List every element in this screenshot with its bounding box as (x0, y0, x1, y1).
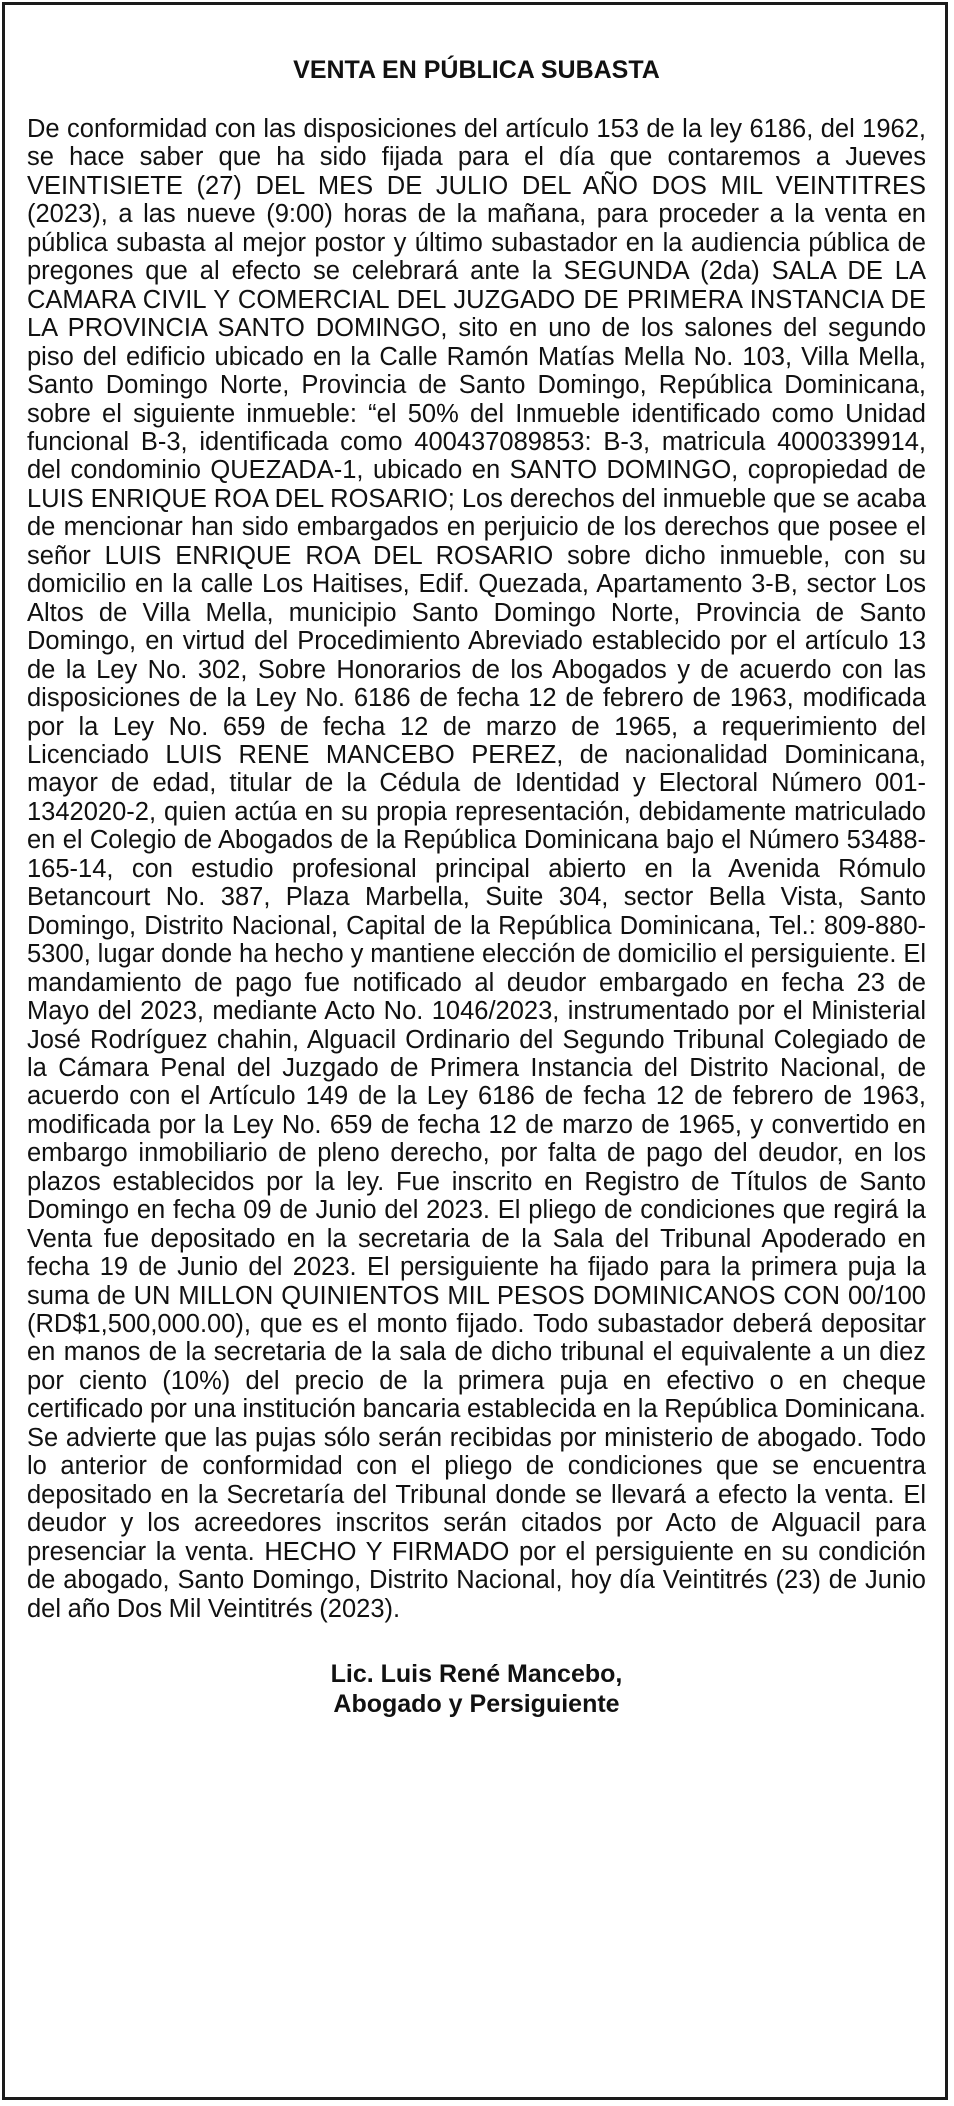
signature-name: Lic. Luis René Mancebo, (330, 1660, 623, 1689)
notice-title: VENTA EN PÚBLICA SUBASTA (293, 56, 660, 84)
notice-frame (2, 2, 948, 2100)
notice-body: De conformidad con las disposiciones del artículo 153 de la ley 6186, del 1962, se hace saber que ha sido fijada para el día que contaremos a Jueves VEINTISIETE (27) DEL MES DE JULIO DEL AÑO DOS MIL VEINTITRES (2023), a las nueve (9:00) horas de la mañana, para proceder a la venta en pública subasta al mejor postor y último subastador en la audiencia pública de pregones que al efecto se celebrará ante la SEGUNDA (2da) SALA DE LA CAMARA CIVIL Y COMERCIAL DEL JUZGADO DE PRIMERA INSTANCIA DE LA PROVINCIA SANTO DOMINGO, sito en uno de los salones del segundo piso del edificio ubicado en la Calle Ramón Matías Mella No. 103, Villa Mella, Santo Domingo Norte, Provincia de Santo Domingo, República Dominicana, sobre el siguiente inmueble: “el 50% del Inmueble identificado como Unidad funcional B-3, identificada como 400437089853: B-3, matricula 4000339914, del condominio QUEZADA-1, ubicado en SANTO DOMINGO, copropiedad de LUIS ENRIQUE ROA DEL ROSARIO; Los derechos del inmueble que se acaba de mencionar han sido embargados en perjuicio de los derechos que posee el señor LUIS ENRIQUE ROA DEL ROSARIO sobre dicho inmueble, con su domicilio en la calle Los Haitises, Edif. Quezada, Apartamento 3-B, sector Los Altos de Villa Mella, municipio Santo Domingo Norte, Provincia de Santo Domingo, en virtud del Procedimiento Abreviado establecido por el artículo 13 de la Ley No. 302, Sobre Honorarios de los Abogados y de acuerdo con las disposiciones de la Ley No. 6186 de fecha 12 de febrero de 1963, modificada por la Ley No. 659 de fecha 12 de marzo de 1965, a requerimiento del Licenciado LUIS RENE MANCEBO PEREZ, de nacionalidad Dominicana, mayor de edad, titular de la Cédula de Identidad y Electoral Número 001-1342020-2, quien actúa en su propia representación, debidamente matriculado en el Colegio de Abogados de la República Dominicana bajo el Número 53488-165-14, con estudio profesional principal abierto en la Avenida Rómulo Betancourt No. 387, Plaza Marbella, Suite 304, sector Bella Vista, Santo Domingo, Distrito Nacional, Capital de la República Dominicana, Tel.: 809-880-5300, lugar donde ha hecho y mantiene elección de domicilio el persiguiente. El mandamiento de pago fue notificado al deudor embargado en fecha 23 de Mayo del 2023, mediante Acto No. 1046/2023, instrumentado por el Ministerial José Rodríguez chahin, Alguacil Ordinario del Segundo Tribunal Colegiado de la Cámara Penal del Juzgado de Primera Instancia del Distrito Nacional, de acuerdo con el Artículo 149 de la Ley 6186 de fecha 12 de febrero de 1963, modificada por la Ley No. 659 de fecha 12 de marzo de 1965, y convertido en embargo inmobiliario de pleno derecho, por falta de pago del deudor, en los plazos establecidos por la ley. Fue inscrito en Registro de Títulos de Santo Domingo en fecha 09 de Junio del 2023. El pliego de condiciones que regirá la Venta fue depositado en la secretaria de la Sala del Tribunal Apoderado en fecha 19 de Junio del 2023. El persiguiente ha fijado para la primera puja la suma de UN MILLON QUINIENTOS MIL PESOS DOMINICANOS CON 00/100 (RD$1,500,000.00), que es el monto fijado. Todo subastador deberá depositar en manos de la secretaria de la sala de dicho tribunal el equivalente a un diez por ciento (10%) del precio de la primera puja en efectivo o en cheque certificado por una institución bancaria establecida en la República Dominicana. Se advierte que las pujas sólo serán recibidas por ministerio de abogado. Todo lo anterior de conformidad con el pliego de condiciones que se encuentra depositado en la Secretaría del Tribunal donde se llevará a efecto la venta. El deudor y los acreedores inscritos serán citados por Acto de Alguacil para presenciar la venta. HECHO Y FIRMADO por el persiguiente en su condición de abogado, Santo Domingo, Distrito Nacional, hoy día Veintitrés (23) de Junio del año Dos Mil Veintitrés (2023). (27, 115, 926, 1623)
notice-content (27, 55, 926, 1719)
signature-role: Abogado y Persiguiente (333, 1690, 620, 1719)
signature-block (27, 1659, 926, 1719)
